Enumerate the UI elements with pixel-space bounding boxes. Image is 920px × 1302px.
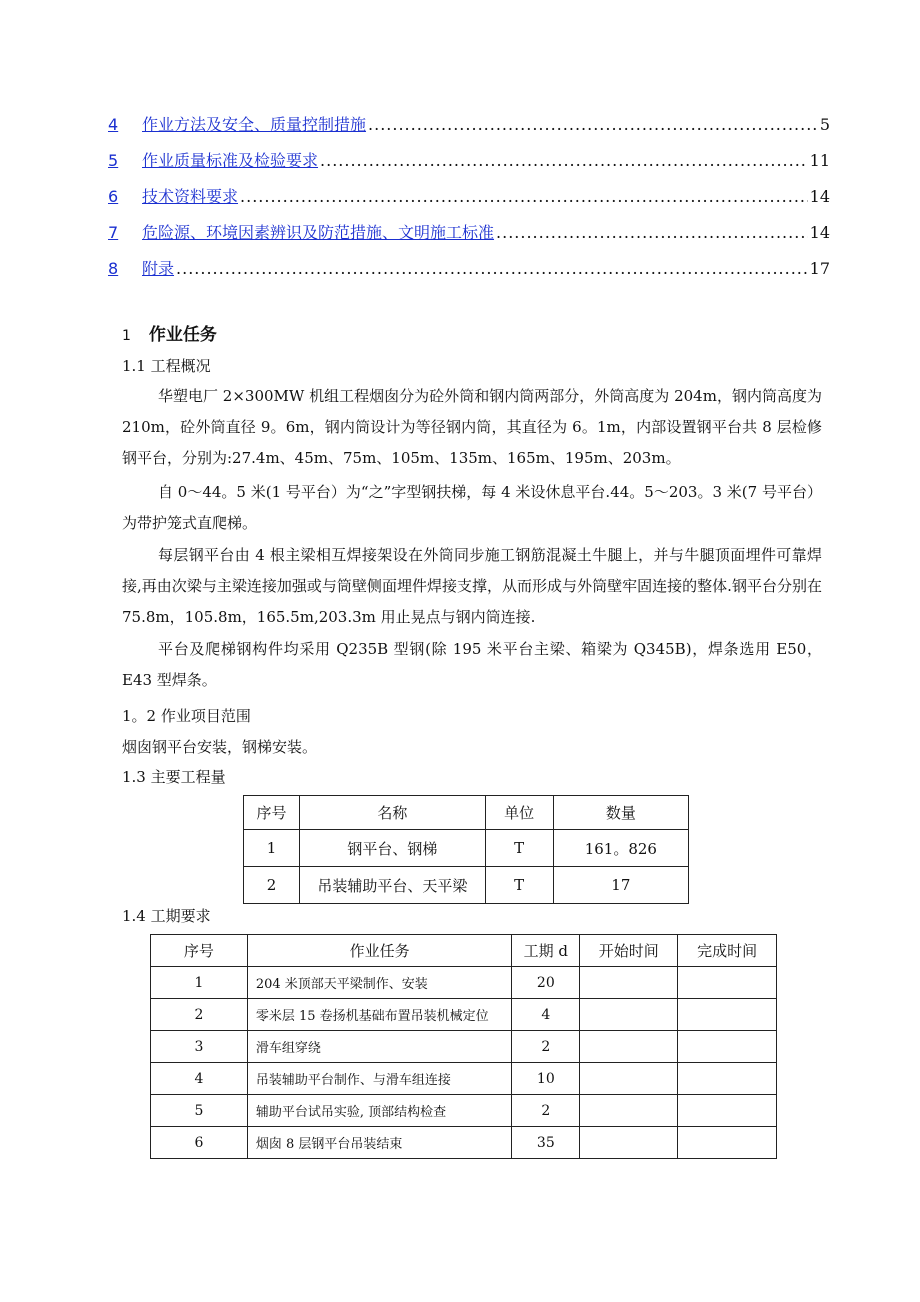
- toc-entry-number[interactable]: 6: [108, 187, 119, 206]
- table-cell: 吊装辅助平台、天平梁: [300, 867, 485, 904]
- toc-entry[interactable]: [108, 220, 830, 256]
- table-row: [244, 867, 689, 904]
- toc-entry-title[interactable]: 作业质量标准及检验要求: [142, 151, 319, 170]
- toc-entry-page: 14: [809, 223, 830, 242]
- table-cell: 4: [151, 1063, 248, 1095]
- table-cell: 零米层 15 卷扬机基础布置吊装机械定位: [247, 999, 512, 1031]
- table-cell: 1: [151, 967, 248, 999]
- section-number: 1: [122, 328, 131, 344]
- table-cell: 钢平台、钢梯: [300, 830, 485, 867]
- subsection-heading-1-1: 1.1 工程概况: [122, 357, 211, 375]
- table-row: [151, 1095, 777, 1127]
- table-cell: 辅助平台试吊实验, 顶部结构检查: [247, 1095, 512, 1127]
- table-cell: 20: [512, 967, 580, 999]
- toc-entry[interactable]: [108, 184, 830, 220]
- scope-text: 烟囱钢平台安装，钢梯安装。: [122, 738, 318, 756]
- paragraph-materials: 平台及爬梯钢构件均采用 Q235B 型钢(除 195 米平台主梁、箱梁为 Q345B)，焊条选用 E50，E43 型焊条。: [122, 640, 822, 689]
- toc-entry-page: 11: [809, 151, 830, 170]
- toc-entry-title[interactable]: 技术资料要求: [142, 187, 239, 206]
- column-header: 作业任务: [247, 935, 512, 967]
- toc-entry-number[interactable]: 8: [108, 259, 119, 278]
- table-cell: 烟囱 8 层钢平台吊装结束: [247, 1127, 512, 1159]
- toc-leader-dots: [496, 223, 808, 242]
- table-cell: [678, 1031, 777, 1063]
- table-cell: [678, 1063, 777, 1095]
- table-row: [151, 1031, 777, 1063]
- column-header: 序号: [151, 935, 248, 967]
- toc-entry-number[interactable]: 4: [108, 115, 119, 134]
- table-cell: [580, 967, 678, 999]
- table-cell: 2: [512, 1031, 580, 1063]
- toc-entry-page: 17: [809, 259, 830, 278]
- table-cell: 35: [512, 1127, 580, 1159]
- paragraph-stairs: 自 0～44。5 米(1 号平台）为“之”字型钢扶梯，每 4 米设休息平台.44。5～203。3 米(7 号平台）为带护笼式直爬梯。: [122, 483, 822, 532]
- table-row: [151, 967, 777, 999]
- column-header: 工期 d: [512, 935, 580, 967]
- table-cell: 5: [151, 1095, 248, 1127]
- table-cell: T: [485, 867, 553, 904]
- toc-entry-page: 5: [819, 115, 830, 134]
- table-cell: [678, 1095, 777, 1127]
- toc-entry-title[interactable]: 作业方法及安全、质量控制措施: [142, 115, 367, 134]
- table-row: [151, 999, 777, 1031]
- toc-entry[interactable]: [108, 112, 830, 148]
- table-cell: 161。826: [553, 830, 688, 867]
- table-cell: [580, 1031, 678, 1063]
- section-heading: [122, 320, 217, 345]
- quantities-table: [243, 795, 689, 904]
- table-cell: 4: [512, 999, 580, 1031]
- table-cell: [678, 1127, 777, 1159]
- table-cell: [580, 999, 678, 1031]
- toc-entry-title[interactable]: 附录: [142, 259, 175, 278]
- table-cell: 204 米顶部天平梁制作、安装: [247, 967, 512, 999]
- toc-entry[interactable]: [108, 256, 830, 292]
- toc-entry-title[interactable]: 危险源、环境因素辨识及防范措施、文明施工标准: [142, 223, 495, 242]
- toc-leader-dots: [176, 259, 808, 278]
- table-cell: 滑车组穿绕: [247, 1031, 512, 1063]
- schedule-table: [150, 934, 777, 1159]
- table-cell: [678, 999, 777, 1031]
- toc-leader-dots: [240, 187, 808, 206]
- table-cell: [580, 1127, 678, 1159]
- column-header: 完成时间: [678, 935, 777, 967]
- toc-leader-dots: [320, 151, 808, 170]
- table-cell: 10: [512, 1063, 580, 1095]
- table-cell: 2: [151, 999, 248, 1031]
- table-cell: 3: [151, 1031, 248, 1063]
- table-header-row: [244, 796, 689, 830]
- column-header: 开始时间: [580, 935, 678, 967]
- toc-entry[interactable]: [108, 148, 830, 184]
- table-cell: 17: [553, 867, 688, 904]
- table-cell: [580, 1095, 678, 1127]
- table-cell: T: [485, 830, 553, 867]
- table-cell: 2: [512, 1095, 580, 1127]
- toc-leader-dots: [368, 115, 818, 134]
- table-header-row: [151, 935, 777, 967]
- table-row: [244, 830, 689, 867]
- table-cell: 1: [244, 830, 300, 867]
- table-cell: 吊装辅助平台制作、与滑车组连接: [247, 1063, 512, 1095]
- section-title: 作业任务: [148, 325, 217, 345]
- toc-entry-number[interactable]: 5: [108, 151, 119, 170]
- table-cell: [678, 967, 777, 999]
- column-header: 单位: [485, 796, 553, 830]
- table-row: [151, 1127, 777, 1159]
- column-header: 名称: [300, 796, 485, 830]
- column-header: 数量: [553, 796, 688, 830]
- toc-entry-page: 14: [809, 187, 830, 206]
- table-cell: [580, 1063, 678, 1095]
- table-row: [151, 1063, 777, 1095]
- toc-entry-number[interactable]: 7: [108, 223, 119, 242]
- column-header: 序号: [244, 796, 300, 830]
- subsection-heading-1-3: 1.3 主要工程量: [122, 768, 226, 786]
- paragraph-overview: 华塑电厂 2×300MW 机组工程烟囱分为砼外筒和钢内筒两部分，外筒高度为 204m，钢内筒高度为 210m，砼外筒直径 9。6m，钢内筒设计为等径钢内筒，其直径为 6。1m，内部设置钢平台共 8 层检修钢平台，分别为:27.4m、45m、75m、105m、135m、165m、195m、203m。: [122, 387, 822, 467]
- table-cell: 6: [151, 1127, 248, 1159]
- table-of-contents: [108, 112, 830, 292]
- subsection-heading-1-2: 1。2 作业项目范围: [122, 707, 251, 725]
- table-cell: 2: [244, 867, 300, 904]
- paragraph-platform-structure: 每层钢平台由 4 根主梁相互焊接架设在外筒同步施工钢筋混凝土牛腿上，并与牛腿顶面埋件可靠焊接,再由次梁与主梁连接加强或与筒壁侧面埋件焊接支撑，从而形成与外筒壁牢固连接的整体.钢平台分别在 75.8m，105.8m，165.5m,203.3m 用止晃点与钢内筒连接.: [122, 546, 822, 626]
- subsection-heading-1-4: 1.4 工期要求: [122, 907, 211, 925]
